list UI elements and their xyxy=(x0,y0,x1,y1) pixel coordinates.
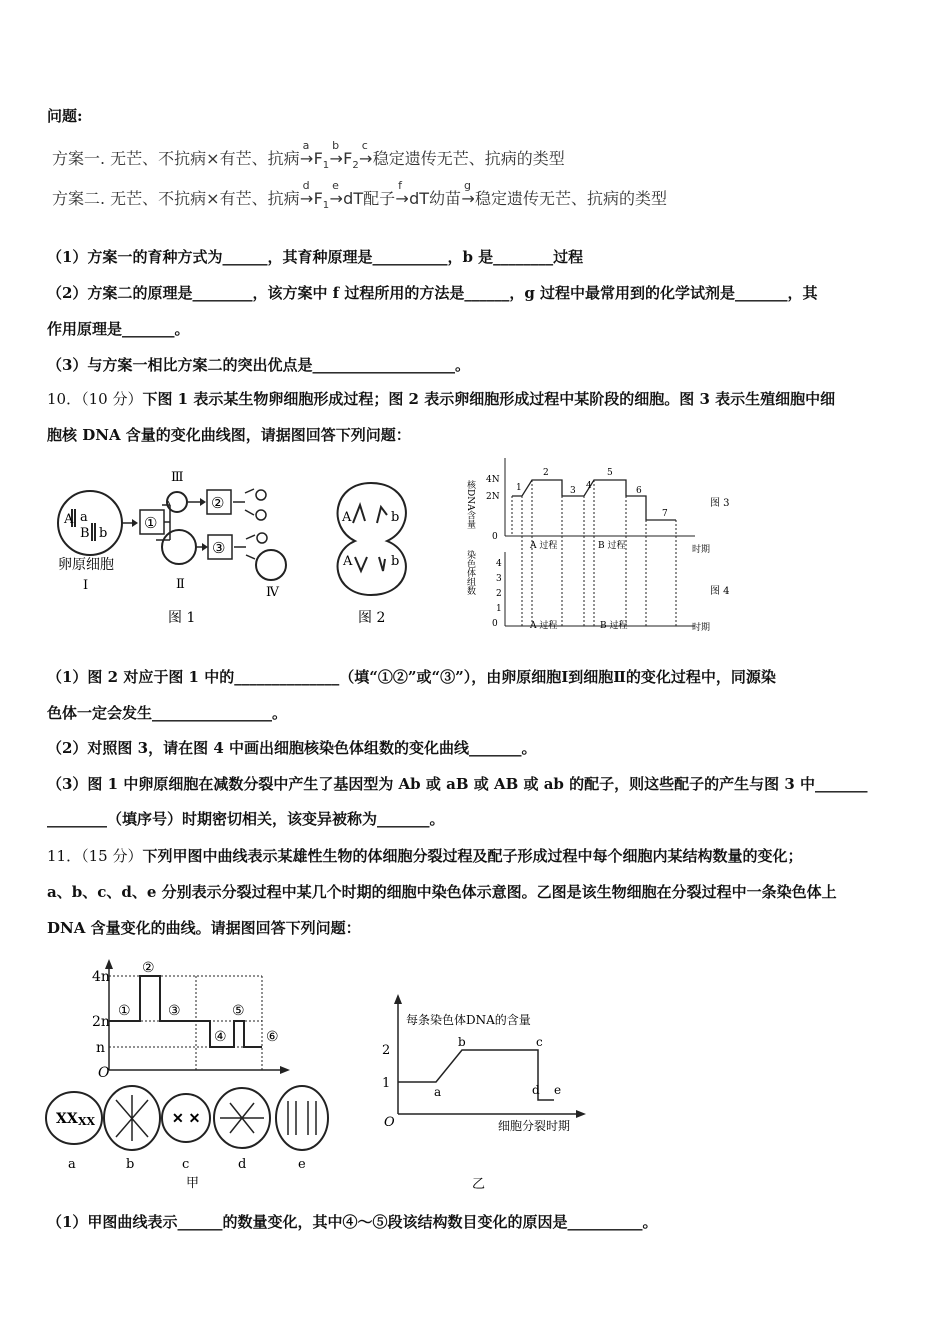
fig3-process-b: B 过程 xyxy=(598,541,626,551)
jia-seg-6: ⑥ xyxy=(266,1029,279,1045)
yi-y2: 2 xyxy=(382,1043,391,1058)
figure-2 xyxy=(325,465,425,635)
q11-stem-c: DNA 含量变化的曲线。请据图回答下列问题： xyxy=(47,919,361,937)
q10-stem-b: 胞核 DNA 含量的变化曲线图，请据图回答下列问题： xyxy=(47,426,411,444)
q10-item1a: （1）图 2 对应于图 1 中的______________（填“①②”或“③”），由卵原细胞Ⅰ到细胞Ⅱ的变化过程中，同源染 xyxy=(47,668,776,686)
jia-y-n: n xyxy=(96,1040,106,1056)
figure-3-4 xyxy=(460,450,750,640)
roman-3: Ⅲ xyxy=(171,470,184,485)
svg-text:XX: XX xyxy=(78,1115,96,1128)
period-7: 7 xyxy=(662,509,668,519)
fig4-process-a: A 过程 xyxy=(530,621,558,631)
q10-number: 10．（10 分） xyxy=(47,390,143,408)
q10-item1b: 色体一定会发生________________。 xyxy=(47,704,288,722)
fig3-xlabel: 时期 xyxy=(692,545,711,555)
fig4-tick-0: 0 xyxy=(492,619,498,629)
q10-stem-a: 10．（10 分）下图 1 表示某生物卵细胞形成过程；图 2 表示卵细胞形成过程中某阶段的细胞。图 3 表示生殖细胞中细 xyxy=(47,390,836,408)
gene-b: b xyxy=(99,526,108,541)
fig4-ylabel: 染色体组数 xyxy=(465,550,475,595)
yi-point-a: a xyxy=(434,1085,442,1099)
figure-yi xyxy=(370,990,610,1190)
step-2-label: ② xyxy=(211,494,225,512)
jia-seg-1: ① xyxy=(118,1003,131,1019)
jia-y-4n: 4n xyxy=(92,969,110,985)
arrow-b: b → xyxy=(329,139,343,168)
f2-label: F xyxy=(343,149,353,168)
q9-item2a: （2）方案二的原理是________，该方案中 f 过程所用的方法是______，g 过程中最常用到的化学试剂是_______，其 xyxy=(47,284,818,302)
jia-origin: O xyxy=(98,1065,110,1081)
roman-2: Ⅱ xyxy=(176,577,185,592)
fig3-y-2n: 2N xyxy=(486,492,500,502)
gene-A: A xyxy=(64,512,74,527)
cell-b-label: b xyxy=(126,1157,135,1172)
figure-4-label: 图 4 xyxy=(710,586,730,597)
secondary-oocyte xyxy=(162,530,196,564)
figure-2-label: 图 2 xyxy=(358,610,386,626)
gene-B: B xyxy=(80,526,90,541)
scheme-two-prefix: 方案二. 无芒、不抗病×有芒、抗病 xyxy=(52,189,300,208)
yi-label: 乙 xyxy=(472,1177,486,1192)
arrow-c: c → xyxy=(359,139,373,168)
scheme-one-prefix: 方案一. 无芒、不抗病×有芒、抗病 xyxy=(52,149,300,168)
figure-jia xyxy=(44,955,344,1195)
svg-text:✕ ✕: ✕ ✕ xyxy=(172,1111,201,1127)
yi-xlabel: 细胞分裂时期 xyxy=(498,1119,571,1133)
arrow-g: g → xyxy=(461,179,475,208)
period-4: 4 xyxy=(586,481,592,491)
q11-stem-a: 11．（15 分）下列甲图中曲线表示某雄性生物的体细胞分裂过程及配子形成过程中每个细胞内某结构数量的变化； xyxy=(47,847,803,865)
fig4-tick-1: 1 xyxy=(496,604,502,614)
scheme-one: 方案一. 无芒、不抗病×有芒、抗病 a $\to F_1$ b $\to F_2$ c →稳定遗传无芒、抗病的类型 xyxy=(52,139,565,172)
yi-point-d: d xyxy=(532,1083,540,1097)
oogonium-label: 卵原细胞 xyxy=(58,557,114,573)
jia-y-2n: 2n xyxy=(92,1014,110,1030)
fig3-y-0: 0 xyxy=(492,532,498,542)
period-3: 3 xyxy=(570,486,576,496)
cell-d-label: d xyxy=(238,1157,247,1172)
q9-item3: （3）与方案一相比方案二的突出优点是___________________。 xyxy=(47,356,470,374)
q9-item1: （1）方案一的育种方式为______，其育种原理是__________，b 是________过程 xyxy=(47,248,584,266)
q9-item2b: 作用原理是_______。 xyxy=(47,320,190,338)
gamete-label: dT配子 xyxy=(343,189,396,208)
fig3-ylabel: 核DNA含量 xyxy=(465,480,475,529)
step-3-label: ③ xyxy=(212,539,226,557)
period-1: 1 xyxy=(516,483,522,493)
fig4-tick-3: 3 xyxy=(496,574,502,584)
dividing-cell xyxy=(338,483,406,595)
cell-a-label: a xyxy=(68,1157,76,1172)
jia-seg-2: ② xyxy=(142,960,155,976)
jia-seg-4: ④ xyxy=(214,1029,227,1045)
period-5: 5 xyxy=(607,468,613,478)
cell-e xyxy=(276,1086,328,1150)
fig2-top-right: b xyxy=(391,510,400,525)
figure-3-label: 图 3 xyxy=(710,498,730,509)
fig4-xlabel: 时期 xyxy=(692,623,711,633)
yi-curve xyxy=(398,1050,554,1100)
q10-item3a: （3）图 1 中卵原细胞在减数分裂中产生了基因型为 Ab 或 aB 或 AB 或 ab 的配子，则这些配子的产生与图 3 中_______ xyxy=(47,775,868,793)
scheme-two: 方案二. 无芒、不抗病×有芒、抗病 d $\to F_1$ e →dT配子 f →dT幼苗 g →稳定遗传无芒、抗病的类型 xyxy=(52,179,668,212)
f1-label: F xyxy=(313,189,323,208)
gene-a: a xyxy=(80,510,88,525)
arrow-a: a → xyxy=(299,139,314,168)
period-6: 6 xyxy=(636,486,642,496)
roman-1: Ⅰ xyxy=(83,578,89,593)
cell-e-label: e xyxy=(298,1157,306,1172)
yi-title: 每条染色体DNA的含量 xyxy=(406,1013,531,1027)
jia-seg-5: ⑤ xyxy=(232,1003,245,1019)
fig3-y-4n: 4N xyxy=(486,475,500,485)
seedling-label: dT幼苗 xyxy=(409,189,462,208)
figure-1-label: 图 1 xyxy=(168,610,196,626)
period-2: 2 xyxy=(543,468,549,478)
q11-item1: （1）甲图曲线表示______的数量变化，其中④～⑤段该结构数目变化的原因是__________。 xyxy=(47,1213,658,1231)
scheme-two-suffix: 稳定遗传无芒、抗病的类型 xyxy=(475,189,668,208)
intro-label: 问题: xyxy=(47,107,83,125)
cell-c-label: c xyxy=(182,1157,190,1172)
arrow-e: e → xyxy=(329,179,343,208)
first-polar-body xyxy=(167,492,187,512)
yi-point-c: c xyxy=(536,1035,543,1049)
yi-y1: 1 xyxy=(382,1076,391,1091)
yi-point-b: b xyxy=(458,1035,466,1049)
q10-item3b: ________（填序号）时期密切相关，该变异被称为_______。 xyxy=(47,810,445,828)
fig4-tick-4: 4 xyxy=(496,559,502,569)
yi-origin: O xyxy=(384,1115,395,1130)
fig3-process-a: A 过程 xyxy=(530,541,558,551)
fig4-process-b: B 过程 xyxy=(600,621,628,631)
fig2-bottom-right: b xyxy=(391,554,400,569)
arrow-f: f → xyxy=(395,179,409,208)
roman-4: Ⅳ xyxy=(266,585,279,600)
step-1-label: ① xyxy=(144,514,158,532)
fig2-bottom-left: A xyxy=(343,554,353,569)
svg-text:XX: XX xyxy=(56,1111,78,1127)
q10-item2: （2）对照图 3，请在图 4 中画出细胞核染色体组数的变化曲线_______。 xyxy=(47,739,537,757)
q11-number: 11．（15 分） xyxy=(47,847,143,865)
fig4-tick-2: 2 xyxy=(496,589,502,599)
q11-stem-b: a、b、c、d、e 分别表示分裂过程中某几个时期的细胞中染色体示意图。乙图是该生物细胞在分裂过程中一条染色体上 xyxy=(47,883,837,901)
fig2-top-left: A xyxy=(342,510,352,525)
yi-point-e: e xyxy=(554,1083,562,1097)
scheme-one-suffix: 稳定遗传无芒、抗病的类型 xyxy=(372,149,565,168)
arrow-d: d → xyxy=(299,179,314,208)
f1-label: F xyxy=(313,149,323,168)
egg-cell xyxy=(256,550,286,580)
jia-seg-3: ③ xyxy=(168,1003,181,1019)
jia-label: 甲 xyxy=(186,1176,200,1191)
figure-1 xyxy=(50,465,310,635)
